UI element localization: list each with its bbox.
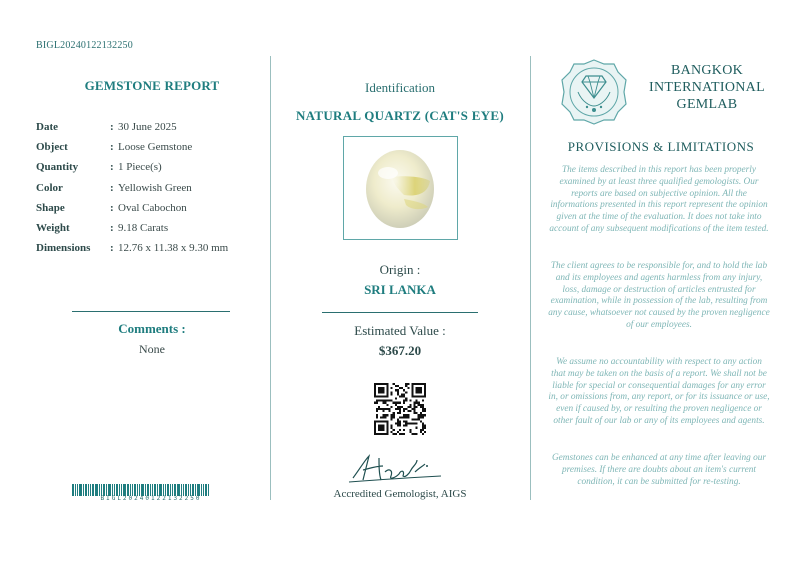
provision-paragraph: We assume no accountability with respect to any action that may be taken on the basis of a report. We shall not be liable for special or consequential damages for any error in, or omissions from, any report, or for its issuance or use, even if caused by, or resulting the proven negligence or other fault of our lab or any of its employees and agents. [548, 357, 770, 426]
detail-value: Oval Cabochon [118, 201, 187, 214]
detail-colon: : [110, 222, 114, 234]
right-divider [530, 56, 531, 500]
gemologist-signature [345, 448, 445, 488]
estimated-value-label: Estimated Value : [354, 323, 446, 338]
origin-value: SRI LANKA [364, 282, 436, 297]
lab-name-line: INTERNATIONAL [649, 80, 765, 95]
gemstone-photo [343, 136, 458, 240]
report-title: GEMSTONE REPORT [84, 78, 220, 93]
lab-name-line: BANGKOK [670, 63, 744, 78]
detail-colon: : [110, 161, 114, 174]
detail-label: Weight [36, 222, 70, 234]
gemstone-image [344, 137, 457, 239]
detail-value: Loose Gemstone [118, 141, 193, 154]
gem-name: NATURAL QUARTZ (CAT'S EYE) [295, 108, 505, 123]
lab-logo [560, 58, 628, 126]
detail-value: 12.76 x 11.38 x 9.30 mm [118, 242, 229, 255]
comments-separator [72, 311, 230, 312]
detail-value: Yellowish Green [118, 181, 192, 194]
detail-value: 9.18 Carats [118, 222, 169, 234]
comments-value: None [139, 342, 165, 356]
lab-name-line: GEMLAB [676, 97, 738, 112]
detail-label: Color [36, 181, 63, 194]
comments-label: Comments : [118, 321, 186, 336]
provisions-title: PROVISIONS & LIMITATIONS [567, 139, 755, 154]
detail-colon: : [110, 242, 114, 255]
detail-colon: : [110, 141, 114, 154]
detail-label: Object [36, 141, 68, 154]
origin-label: Origin : [379, 262, 421, 277]
lab-name [637, 62, 777, 113]
gem-seal-icon [560, 58, 628, 126]
qr-code [374, 383, 426, 435]
report-number: BIGL20240122132250 [36, 40, 133, 51]
detail-colon: : [110, 201, 114, 214]
detail-colon: : [110, 181, 114, 194]
value-separator [322, 312, 478, 313]
detail-label: Quantity [36, 161, 79, 174]
provision-paragraph: Gemstones can be enhanced at any time after leaving our premises. If there are doubts about an item's current condition, it can be submitted for re-testing. [551, 453, 767, 487]
provision-paragraph: The client agrees to be responsible for, and to hold the lab and its employees and agents harmless from any injury, loss, damage or destruction of articles entrusted for examination, while in possession of the lab, resulting from any cause, whatsoever not caused by the proven negligence of our employees. [548, 261, 770, 330]
detail-label: Shape [36, 201, 65, 214]
detail-colon: : [110, 121, 114, 133]
identification-label: Identification [364, 80, 436, 95]
signature-icon [345, 448, 445, 488]
detail-value: 1 Piece(s) [118, 161, 162, 174]
detail-label: Date [36, 121, 58, 133]
provision-paragraph: The items described in this report has been properly examined by at least three qualified gemologists. Our reports are based on subjective opinion. All the informations presented in this report represent the opinion given at the time of the evaluation. It does not take into account of any subsequent modifications of the item tested. [549, 165, 769, 234]
detail-value: 30 June 2025 [118, 121, 177, 133]
barcode-text: BIGL20240122132250 [100, 495, 202, 502]
detail-label: Dimensions [36, 242, 91, 255]
estimated-value: $367.20 [378, 343, 422, 358]
qr-code-icon [374, 383, 426, 435]
accredited-gemologist: Accredited Gemologist, AIGS [333, 488, 467, 500]
